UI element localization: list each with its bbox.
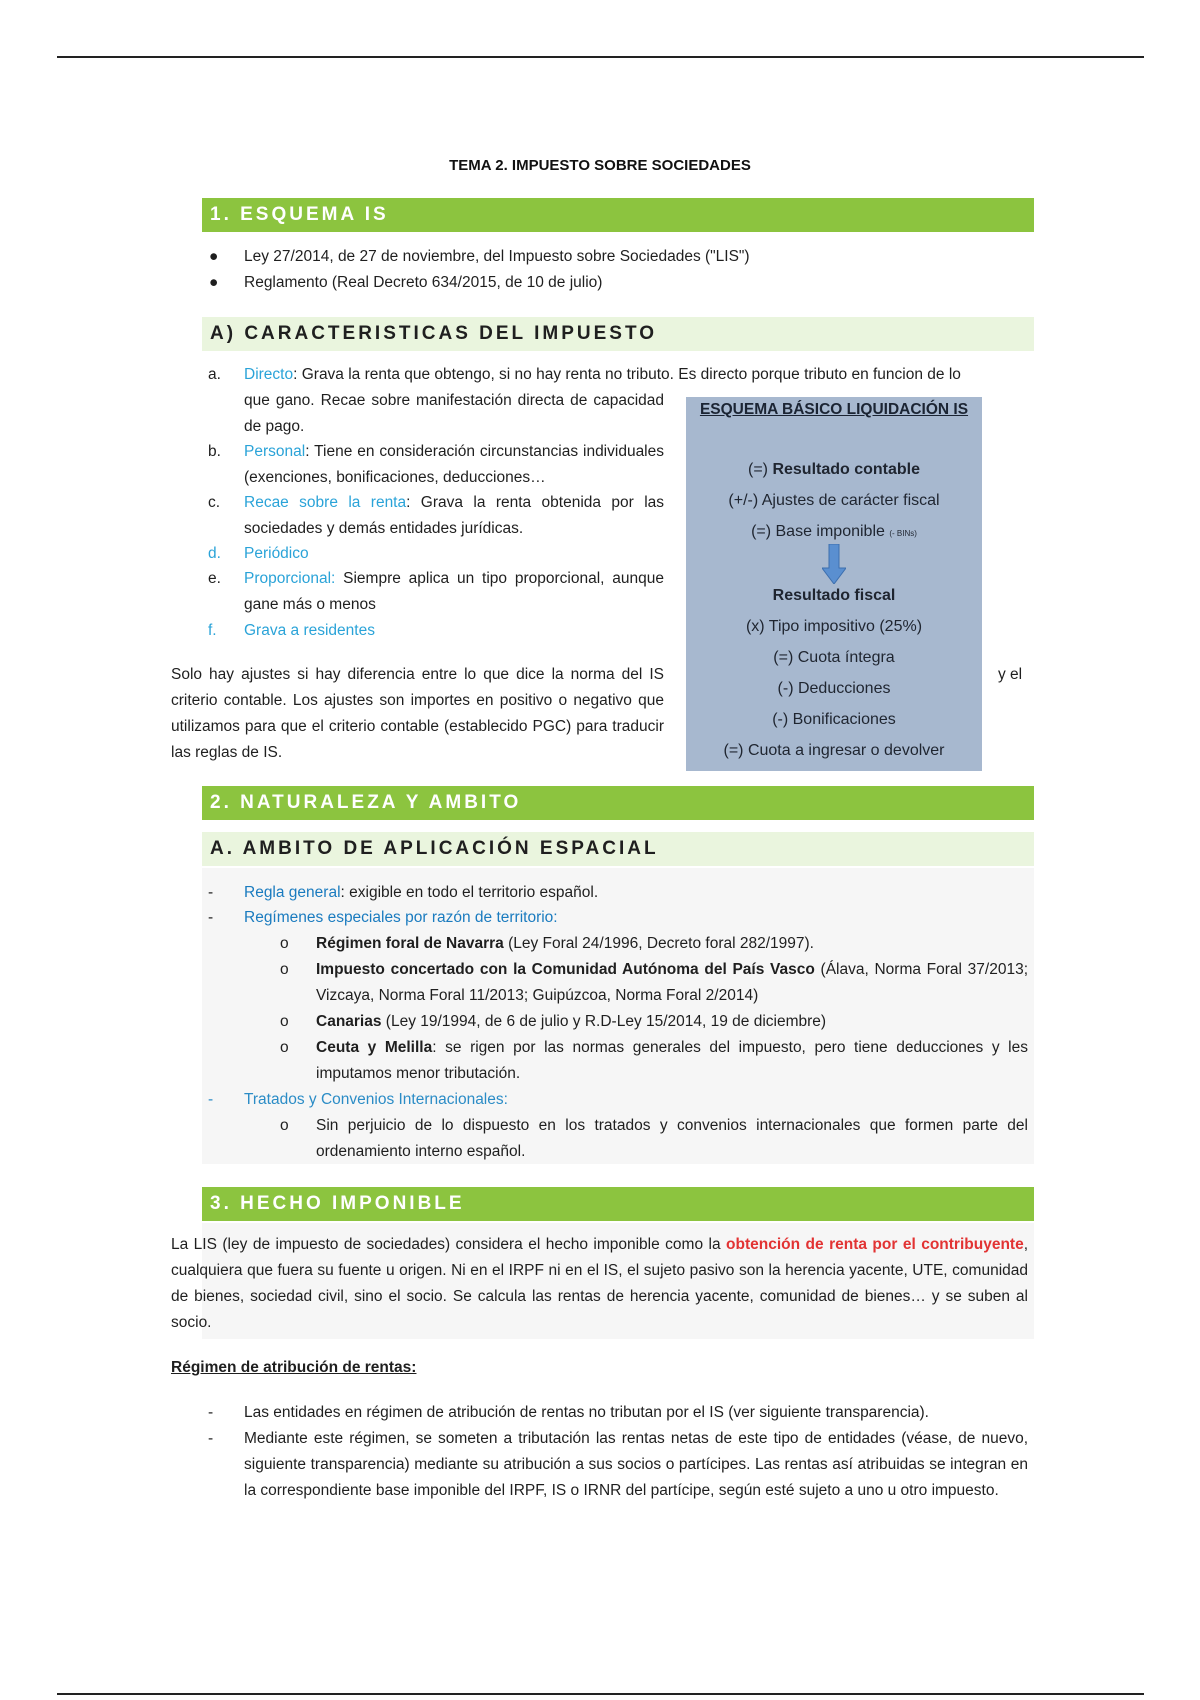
hecho-paragraph: La LIS (ley de impuesto de sociedades) considera el hecho imponible como la obtención de renta por el contribuyente, cualquiera que fuera su fuente u origen. Ni en el IRPF ni en el IS, el sujeto pasivo son la herencia yacente, UTE, comunidad de bienes, sociedad civil, sino el socio. Se calcula las rentas de herencia yacente, comunidad de bienes… y se suben al socio. (171, 1236, 1029, 1331)
list-item: ● Reglamento (Real Decreto 634/2015, de 10 de julio) (244, 270, 1044, 296)
list-item: ● Ley 27/2014, de 27 de noviembre, del Impuesto sobre Sociedades ("LIS") (244, 244, 1044, 270)
top-rule (57, 56, 1144, 58)
item-periodico: d. Periódico (208, 545, 309, 562)
sub-ceuta-melilla: o Ceuta y Melilla: se rigen por las normas generales del impuesto, pero tiene deducciones y les imputamos menor tributación. (280, 1039, 1028, 1082)
scheme-line-cuota-integra: (=) Cuota íntegra (773, 649, 895, 666)
atribucion-item-1: - Las entidades en régimen de atribución de rentas no tributan por el IS (ver siguiente transparencia). (208, 1404, 929, 1421)
bottom-rule (57, 1693, 1144, 1695)
esquema-liquidacion-box (686, 397, 982, 771)
section-heading-esquema: 1. ESQUEMA IS (202, 198, 1034, 232)
regimenes-especiales: - Regímenes especiales por razón de territorio: (208, 909, 558, 926)
document-title: TEMA 2. IMPUESTO SOBRE SOCIEDADES (449, 157, 751, 174)
scheme-line-bonificaciones: (-) Bonificaciones (772, 711, 896, 728)
scheme-line-base-imponible: (=) Base imponible (- BINs) (751, 523, 917, 540)
item-personal: b. Personal: Tiene en consideración circunstancias individuales (exenciones, bonificaciones, deducciones… (208, 443, 664, 486)
scheme-line-resultado-fiscal: Resultado fiscal (772, 587, 896, 604)
sub-navarra: o Régimen foral de Navarra (Ley Foral 24/1996, Decreto foral 282/1997). (280, 935, 814, 952)
sub-pais-vasco: o Impuesto concertado con la Comunidad Autónoma del País Vasco (Álava, Norma Foral 37/2013; Vizcaya, Norma Foral 11/2013; Guipúzcoa, Norma Foral 2/2014) (280, 961, 1029, 1004)
regla-general: - Regla general: exigible en todo el territorio español. (208, 884, 599, 901)
sub-canarias: o Canarias (Ley 19/1994, de 6 de julio y R.D-Ley 15/2014, 19 de diciembre) (280, 1013, 827, 1030)
item-directo-continued: que gano. Recae sobre manifestación directa de capacidad de pago. (244, 392, 664, 435)
item-proporcional: e. Proporcional: Siempre aplica un tipo proporcional, aunque gane más o menos (208, 570, 664, 613)
item-directo: a. Directo: Grava la renta que obtengo, si no hay renta no tributo. Es directo porque tributo en funcion de lo (208, 366, 961, 383)
ajustes-paragraph: Solo hay ajustes si hay diferencia entre lo que dice la norma del IS criterio contable. Los ajustes son importes en positivo o negativo que utilizamos para que el criterio contable (establecido PGC) para traducir las reglas de IS. (171, 666, 664, 761)
highlight-obtencion-renta: obtención de renta por el contribuyente (726, 1236, 1024, 1253)
atribucion-item-2: - Mediante este régimen, se someten a tributación las rentas netas de este tipo de entidades (véase, de nuevo, siguiente transparencia) mediante su atribución a sus socios o partícipes. Las rentas así atribuidas se integran en la correspondiente base imponible del IRPF, IS o IRNR del partícipe, según esté sujeto a uno u otro impuesto. (208, 1430, 1028, 1499)
section-heading-ambito: A. AMBITO DE APLICACIÓN ESPACIAL (202, 832, 1034, 866)
term-directo: Directo (244, 366, 294, 383)
section-heading-naturaleza: 2. NATURALEZA Y AMBITO (202, 786, 1034, 820)
scheme-line-ajustes: (+/-) Ajustes de carácter fiscal (728, 492, 940, 509)
bullet-icon: ● (209, 274, 219, 291)
ajustes-tail: y el (998, 666, 1023, 683)
section-heading-hecho-imponible: 3. HECHO IMPONIBLE (202, 1187, 1034, 1221)
scheme-line-cuota-final: (=) Cuota a ingresar o devolver (723, 742, 945, 759)
atribucion-heading: Régimen de atribución de rentas: (171, 1359, 417, 1376)
item-recae: c. Recae sobre la renta: Grava la renta obtenida por las sociedades y demás entidades jurídicas. (208, 494, 665, 537)
item-residentes: f. Grava a residentes (208, 622, 375, 639)
bullet-icon: ● (209, 248, 219, 265)
down-arrow-icon (822, 544, 846, 584)
scheme-line-tipo: (x) Tipo impositivo (25%) (745, 618, 923, 635)
tratados-convenios: - Tratados y Convenios Internacionales: (208, 1091, 508, 1108)
section-heading-caracteristicas: A) CARACTERISTICAS DEL IMPUESTO (202, 317, 1034, 351)
scheme-line-resultado-contable: (=) Resultado contable (747, 461, 921, 478)
scheme-line-deducciones: (-) Deducciones (777, 680, 891, 697)
sub-tratados: o Sin perjuicio de lo dispuesto en los tratados y convenios internacionales que formen parte del ordenamiento interno español. (280, 1117, 1028, 1160)
legislation-list (209, 244, 1044, 296)
scheme-title: ESQUEMA BÁSICO LIQUIDACIÓN IS (699, 401, 969, 418)
